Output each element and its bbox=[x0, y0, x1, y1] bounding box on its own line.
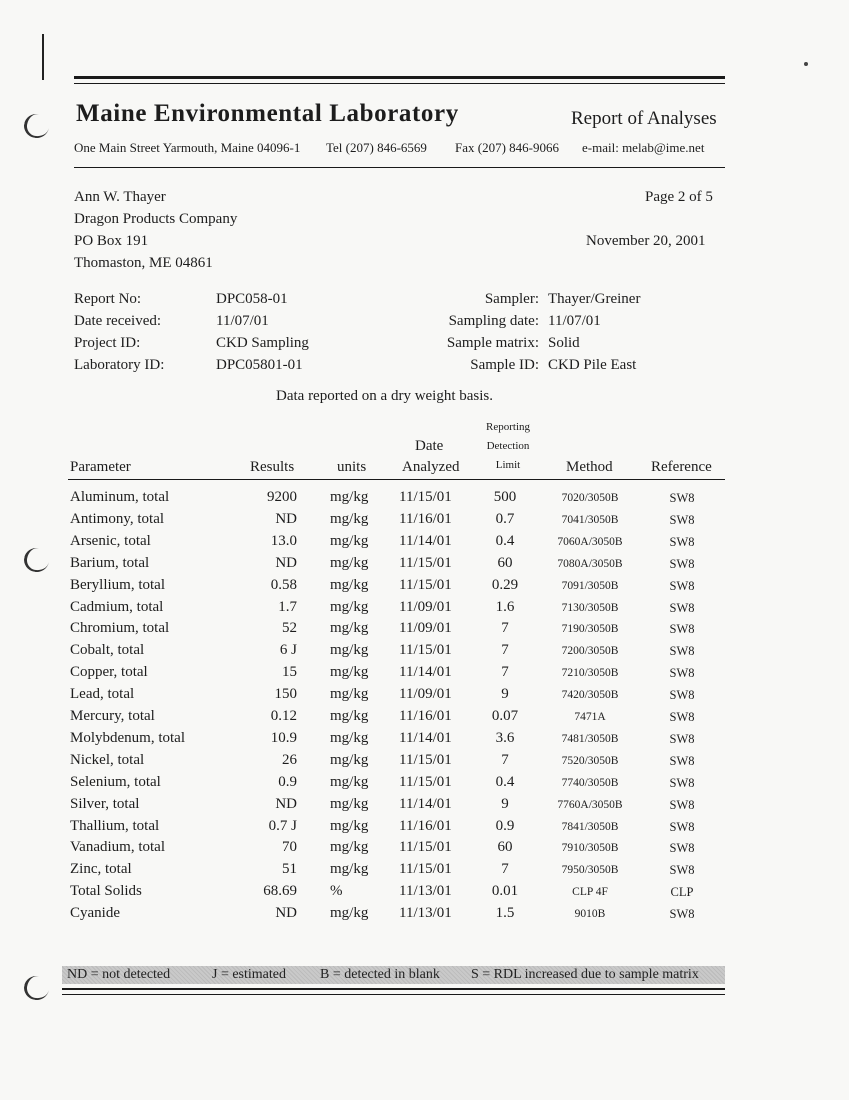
cell-method: 7910/3050B bbox=[561, 842, 619, 855]
cell-result: 6 J bbox=[279, 642, 297, 659]
cell-method: 7950/3050B bbox=[561, 864, 619, 877]
cell-reference: SW8 bbox=[669, 819, 695, 834]
sampling-date-label: Sampling date: bbox=[448, 313, 539, 329]
cell-result: ND bbox=[275, 905, 297, 922]
cell-reference: SW8 bbox=[669, 753, 695, 768]
cell-date: 11/15/01 bbox=[399, 861, 452, 878]
cell-date: 11/16/01 bbox=[399, 510, 452, 527]
binder-hole-bottom bbox=[22, 974, 51, 1002]
cell-method: 7130/3050B bbox=[561, 601, 619, 614]
cell-parameter: Vanadium, total bbox=[70, 839, 165, 856]
cell-limit: 1.6 bbox=[495, 598, 515, 615]
sampler-label: Sampler: bbox=[484, 291, 539, 307]
recipient-po-box: PO Box 191 bbox=[74, 233, 149, 249]
cell-reference: SW8 bbox=[669, 863, 695, 878]
cell-limit: 7 bbox=[501, 751, 509, 768]
date-received-value: 11/07/01 bbox=[216, 313, 269, 329]
table-row bbox=[0, 883, 849, 905]
cell-date: 11/09/01 bbox=[399, 598, 452, 615]
header-rule bbox=[74, 167, 725, 168]
cell-limit: 1.5 bbox=[495, 905, 515, 922]
cell-result: 52 bbox=[282, 620, 297, 637]
cell-limit: 7 bbox=[501, 620, 509, 637]
cell-units: mg/kg bbox=[330, 708, 369, 724]
table-row bbox=[0, 774, 849, 796]
table-row bbox=[0, 664, 849, 686]
lab-address: One Main Street Yarmouth, Maine 04096-1 bbox=[74, 140, 301, 155]
col-header-method: Method bbox=[566, 459, 613, 475]
legend-s: S = RDL increased due to sample matrix bbox=[471, 967, 699, 982]
cell-reference: SW8 bbox=[669, 556, 695, 571]
bottom-rule-thick bbox=[62, 988, 725, 990]
cell-result: ND bbox=[275, 795, 297, 812]
col-header-reference: Reference bbox=[651, 459, 712, 475]
cell-parameter: Silver, total bbox=[70, 795, 140, 812]
cell-date: 11/15/01 bbox=[399, 554, 452, 571]
cell-limit: 3.6 bbox=[495, 729, 515, 746]
cell-method: 9010B bbox=[574, 908, 606, 921]
cell-date: 11/15/01 bbox=[399, 751, 452, 768]
cell-parameter: Cadmium, total bbox=[70, 598, 164, 615]
cell-result: ND bbox=[275, 510, 297, 527]
lab-id-label: Laboratory ID: bbox=[74, 357, 165, 373]
cell-limit: 60 bbox=[497, 554, 513, 571]
project-id-value: CKD Sampling bbox=[216, 335, 309, 351]
cell-units: mg/kg bbox=[330, 489, 369, 505]
legend-j: J = estimated bbox=[212, 967, 286, 982]
table-row bbox=[0, 511, 849, 533]
sample-id-label: Sample ID: bbox=[470, 357, 539, 373]
cell-reference: SW8 bbox=[669, 710, 695, 724]
scan-mark bbox=[804, 62, 808, 66]
cell-date: 11/13/01 bbox=[399, 905, 452, 922]
cell-reference: SW8 bbox=[669, 644, 695, 659]
cell-method: 7091/3050B bbox=[561, 579, 619, 592]
table-row bbox=[0, 752, 849, 774]
cell-reference: SW8 bbox=[669, 841, 695, 856]
sample-matrix-value: Solid bbox=[548, 335, 580, 351]
cell-units: mg/kg bbox=[330, 751, 369, 768]
sampling-date-value: 11/07/01 bbox=[548, 313, 601, 329]
table-row bbox=[0, 796, 849, 818]
cell-limit: 0.01 bbox=[491, 883, 519, 900]
cell-reference: CLP bbox=[670, 885, 694, 900]
project-id-label: Project ID: bbox=[74, 335, 141, 351]
cell-units: mg/kg bbox=[330, 773, 369, 790]
cell-method: 7520/3050B bbox=[561, 754, 619, 767]
cell-units: mg/kg bbox=[330, 905, 369, 922]
cell-method: 7420/3050B bbox=[561, 689, 619, 702]
cell-date: 11/15/01 bbox=[399, 773, 452, 790]
cell-limit: 9 bbox=[501, 686, 509, 703]
cell-reference: SW8 bbox=[669, 775, 695, 790]
cell-reference: SW8 bbox=[669, 491, 695, 505]
cell-result: 0.7 J bbox=[268, 817, 297, 834]
cell-units: mg/kg bbox=[330, 795, 369, 812]
cell-reference: SW8 bbox=[669, 512, 695, 527]
cell-units: mg/kg bbox=[330, 817, 369, 834]
table-row bbox=[0, 818, 849, 840]
cell-result: 0.12 bbox=[270, 708, 297, 724]
top-rule-thick bbox=[74, 76, 725, 79]
cell-limit: 0.7 bbox=[495, 510, 515, 527]
cell-parameter: Lead, total bbox=[70, 686, 135, 703]
recipient-city: Thomaston, ME 04861 bbox=[74, 255, 213, 271]
lab-name: Maine Environmental Laboratory bbox=[76, 100, 459, 127]
cell-reference: SW8 bbox=[669, 907, 695, 922]
binder-hole-top bbox=[22, 112, 51, 140]
table-row bbox=[0, 489, 849, 511]
cell-units: mg/kg bbox=[330, 554, 369, 571]
cell-method: 7060A/3050B bbox=[557, 535, 623, 548]
col-header-parameter: Parameter bbox=[70, 459, 131, 475]
col-header-units: units bbox=[337, 459, 367, 475]
cell-units: mg/kg bbox=[330, 839, 369, 856]
cell-method: 7020/3050B bbox=[561, 492, 619, 504]
recipient-name: Ann W. Thayer bbox=[74, 189, 166, 205]
cell-result: 51 bbox=[282, 861, 297, 878]
table-row bbox=[0, 708, 849, 730]
cell-units: mg/kg bbox=[330, 861, 369, 878]
cell-method: 7200/3050B bbox=[561, 645, 619, 658]
table-row bbox=[0, 905, 849, 927]
cell-date: 11/15/01 bbox=[399, 839, 452, 856]
col-header-rdl-line2: Detection bbox=[486, 440, 530, 452]
cell-reference: SW8 bbox=[669, 688, 695, 703]
bottom-rule-thin bbox=[62, 994, 725, 995]
cell-limit: 0.07 bbox=[491, 708, 519, 724]
cell-limit: 0.29 bbox=[491, 576, 519, 593]
cell-date: 11/16/01 bbox=[399, 817, 452, 834]
cell-date: 11/14/01 bbox=[399, 664, 452, 681]
cell-units: mg/kg bbox=[330, 620, 369, 637]
cell-result: 150 bbox=[274, 686, 297, 703]
cell-parameter: Selenium, total bbox=[70, 773, 161, 790]
cell-limit: 0.9 bbox=[495, 817, 515, 834]
cell-result: ND bbox=[275, 554, 297, 571]
cell-units: mg/kg bbox=[330, 664, 369, 681]
cell-date: 11/14/01 bbox=[399, 795, 452, 812]
cell-method: CLP 4F bbox=[572, 886, 608, 899]
cell-parameter: Arsenic, total bbox=[70, 532, 151, 549]
cell-parameter: Zinc, total bbox=[70, 861, 132, 878]
table-row bbox=[0, 861, 849, 883]
table-row bbox=[0, 642, 849, 664]
cell-result: 68.69 bbox=[263, 883, 297, 900]
sample-matrix-label: Sample matrix: bbox=[446, 335, 539, 351]
cell-parameter: Mercury, total bbox=[70, 708, 155, 724]
cell-method: 7041/3050B bbox=[561, 513, 619, 526]
cell-reference: SW8 bbox=[669, 578, 695, 593]
cell-result: 15 bbox=[282, 664, 297, 681]
sampler-value: Thayer/Greiner bbox=[548, 291, 641, 307]
cell-result: 9200 bbox=[267, 489, 297, 505]
cell-method: 7481/3050B bbox=[561, 732, 619, 745]
cell-parameter: Barium, total bbox=[70, 554, 150, 571]
cell-reference: SW8 bbox=[669, 622, 695, 637]
cell-reference: SW8 bbox=[669, 600, 695, 615]
cell-parameter: Copper, total bbox=[70, 664, 148, 681]
cell-limit: 7 bbox=[501, 861, 509, 878]
date-received-label: Date received: bbox=[74, 313, 162, 329]
cell-parameter: Molybdenum, total bbox=[70, 729, 185, 746]
top-rule-thin bbox=[74, 83, 725, 84]
report-no-value: DPC058-01 bbox=[216, 291, 288, 307]
cell-units: mg/kg bbox=[330, 510, 369, 527]
col-header-rdl-line3: Limit bbox=[495, 459, 521, 471]
report-no-label: Report No: bbox=[74, 291, 142, 307]
cell-parameter: Cobalt, total bbox=[70, 642, 145, 659]
cell-units: mg/kg bbox=[330, 598, 369, 615]
cell-limit: 7 bbox=[501, 642, 509, 659]
cell-parameter: Beryllium, total bbox=[70, 576, 165, 593]
cell-reference: SW8 bbox=[669, 534, 695, 549]
cell-method: 7841/3050B bbox=[561, 820, 619, 833]
cell-result: 0.58 bbox=[270, 576, 297, 593]
lab-phone: Tel (207) 846-6569 bbox=[326, 140, 427, 155]
cell-date: 11/09/01 bbox=[399, 686, 452, 703]
cell-limit: 500 bbox=[493, 489, 517, 505]
table-row bbox=[0, 839, 849, 861]
cell-date: 11/15/01 bbox=[399, 642, 452, 659]
cell-units: % bbox=[330, 883, 343, 900]
col-header-rdl-line1: Reporting bbox=[486, 421, 530, 433]
cell-units: mg/kg bbox=[330, 642, 369, 659]
cell-parameter: Chromium, total bbox=[70, 620, 170, 637]
cell-limit: 60 bbox=[497, 839, 513, 856]
lab-id-value: DPC05801-01 bbox=[216, 357, 303, 373]
table-row bbox=[0, 730, 849, 752]
cell-result: 70 bbox=[282, 839, 297, 856]
cell-parameter: Thallium, total bbox=[70, 817, 160, 834]
cell-date: 11/14/01 bbox=[399, 729, 452, 746]
cell-date: 11/15/01 bbox=[399, 489, 452, 505]
cell-result: 13.0 bbox=[270, 532, 297, 549]
cell-method: 7760A/3050B bbox=[557, 798, 623, 811]
cell-date: 11/15/01 bbox=[399, 576, 452, 593]
cell-date: 11/13/01 bbox=[399, 883, 452, 900]
cell-limit: 9 bbox=[501, 795, 509, 812]
cell-limit: 0.4 bbox=[495, 773, 515, 790]
cell-units: mg/kg bbox=[330, 576, 369, 593]
cell-units: mg/kg bbox=[330, 532, 369, 549]
cell-method: 7210/3050B bbox=[561, 667, 619, 680]
cell-date: 11/09/01 bbox=[399, 620, 452, 637]
cell-method: 7080A/3050B bbox=[557, 557, 623, 570]
table-row bbox=[0, 686, 849, 708]
report-title: Report of Analyses bbox=[571, 108, 717, 129]
legend-b: B = detected in blank bbox=[320, 967, 440, 982]
cell-date: 11/16/01 bbox=[399, 708, 452, 724]
table-row bbox=[0, 555, 849, 577]
lab-email: e-mail: melab@ime.net bbox=[582, 140, 705, 155]
cell-result: 10.9 bbox=[270, 729, 297, 746]
cell-method: 7190/3050B bbox=[561, 623, 619, 636]
cell-result: 26 bbox=[282, 751, 297, 768]
cell-units: mg/kg bbox=[330, 686, 369, 703]
table-header-rule bbox=[68, 479, 725, 480]
cell-units: mg/kg bbox=[330, 729, 369, 746]
lab-fax: Fax (207) 846-9066 bbox=[455, 140, 559, 155]
col-header-date-line2: Analyzed bbox=[402, 459, 460, 475]
sample-id-value: CKD Pile East bbox=[548, 357, 637, 373]
cell-limit: 7 bbox=[501, 664, 509, 681]
table-row bbox=[0, 599, 849, 621]
cell-reference: SW8 bbox=[669, 797, 695, 812]
report-date: November 20, 2001 bbox=[586, 233, 706, 249]
cell-parameter: Cyanide bbox=[70, 905, 120, 922]
cell-parameter: Antimony, total bbox=[70, 510, 165, 527]
cell-parameter: Nickel, total bbox=[70, 751, 145, 768]
cell-reference: SW8 bbox=[669, 666, 695, 681]
legend-nd: ND = not detected bbox=[67, 967, 171, 982]
col-header-results: Results bbox=[250, 459, 295, 475]
dry-weight-note: Data reported on a dry weight basis. bbox=[276, 388, 494, 404]
cell-date: 11/14/01 bbox=[399, 532, 452, 549]
page-number: Page 2 of 5 bbox=[645, 189, 713, 205]
table-row bbox=[0, 533, 849, 555]
legend-bar bbox=[62, 966, 725, 984]
cell-method: 7471A bbox=[574, 711, 606, 723]
table-row bbox=[0, 577, 849, 599]
scan-mark bbox=[42, 34, 44, 80]
cell-limit: 0.4 bbox=[495, 532, 515, 549]
cell-reference: SW8 bbox=[669, 731, 695, 746]
cell-result: 0.9 bbox=[278, 773, 297, 790]
cell-parameter: Total Solids bbox=[70, 883, 142, 900]
recipient-company: Dragon Products Company bbox=[74, 211, 238, 227]
cell-method: 7740/3050B bbox=[561, 776, 619, 789]
cell-result: 1.7 bbox=[278, 598, 297, 615]
cell-parameter: Aluminum, total bbox=[70, 489, 170, 505]
table-row bbox=[0, 620, 849, 642]
col-header-date-line1: Date bbox=[415, 438, 444, 454]
